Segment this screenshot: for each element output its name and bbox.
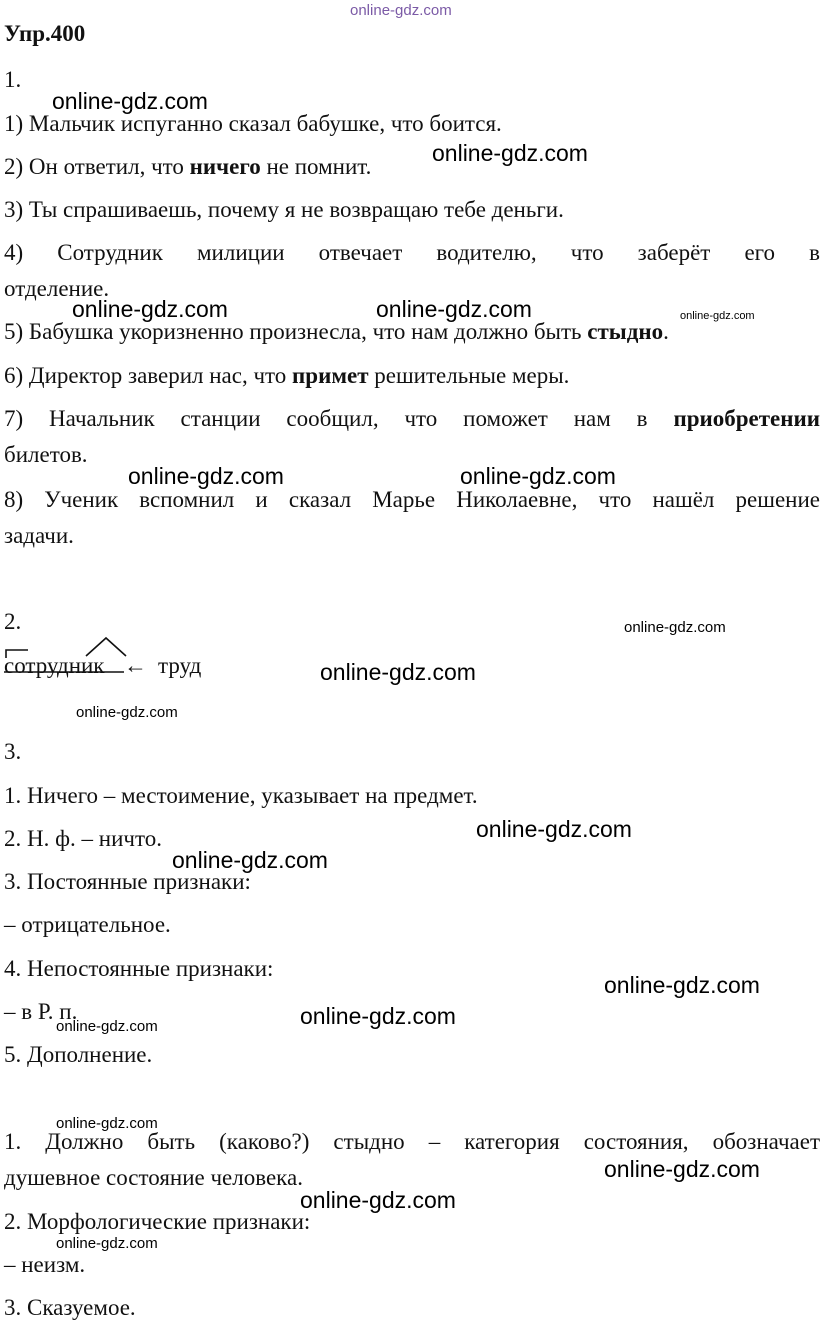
part3-b2: 2. Морфологические признаки:: [4, 1209, 311, 1234]
watermark: online-gdz.com: [172, 847, 328, 873]
part3-a5: 5. Дополнение.: [4, 1042, 153, 1067]
watermark: online-gdz.com: [300, 1003, 456, 1029]
bold-word-primet: примет: [292, 363, 369, 388]
part1-sentence-7-line1: 7) Начальник станции сообщил, что поможет нам в приобретении: [4, 406, 820, 431]
source-word: труд: [158, 653, 202, 678]
watermark: online-gdz.com: [604, 1156, 760, 1182]
watermark: online-gdz.com: [52, 88, 208, 114]
part1-sentence-4-line2: отделение.: [4, 276, 110, 301]
part3-b3: 3. Сказуемое.: [4, 1295, 136, 1320]
watermark: online-gdz.com: [76, 704, 178, 721]
watermark: online-gdz.com: [376, 296, 532, 322]
watermark: online-gdz.com: [56, 1235, 158, 1252]
part3-b1-line2: душевное состояние человека.: [4, 1165, 303, 1190]
derivation-arrow: ←: [124, 653, 147, 678]
part1-sentence-8-line2: задачи.: [4, 523, 74, 548]
watermark: online-gdz.com: [128, 463, 284, 489]
exercise-title: Упр.400: [4, 21, 86, 46]
part3-number: 3.: [4, 739, 22, 764]
part1-number: 1.: [4, 67, 22, 92]
watermark: online-gdz.com: [624, 619, 726, 636]
part1-sentence-8-line1: 8) Ученик вспомнил и сказал Марье Николаевне, что нашёл решение: [4, 487, 820, 512]
part3-a2: 2. Н. ф. – ничто.: [4, 826, 162, 851]
watermark: online-gdz.com: [72, 296, 228, 322]
watermark: online-gdz.com: [320, 659, 476, 685]
part1-sentence-1: 1) Мальчик испуганно сказал бабушке, что боится.: [4, 111, 502, 136]
part1-sentence-4-line1: 4) Сотрудник милиции отвечает водителю, что заберёт его в: [4, 240, 820, 265]
watermark: online-gdz.com: [432, 140, 588, 166]
part1-sentence-7-line2: билетов.: [4, 442, 88, 467]
part3-a4-item: – в Р. п.: [4, 999, 78, 1024]
watermark: online-gdz.com: [56, 1115, 158, 1132]
part3-b1-line1: 1. Должно быть (каково?) стыдно – категория состояния, обозначает: [4, 1129, 820, 1154]
watermark: online-gdz.com: [604, 972, 760, 998]
bold-word-priobretenii: приобретении: [673, 406, 820, 431]
part3-a1: 1. Ничего – местоимение, указывает на предмет.: [4, 783, 478, 808]
watermark: online-gdz.com: [476, 816, 632, 842]
derived-word: сотрудник: [4, 653, 105, 678]
part3-a3: 3. Постоянные признаки:: [4, 869, 251, 894]
watermark: online-gdz.com: [56, 1018, 158, 1035]
part1-sentence-2: 2) Он ответил, что ничего не помнит.: [4, 154, 372, 179]
part3-a3-item: – отрицательное.: [4, 912, 171, 937]
part1-sentence-6: 6) Директор заверил нас, что примет решительные меры.: [4, 363, 570, 388]
part1-sentence-5: 5) Бабушка укоризненно произнесла, что нам должно быть стыдно.: [4, 319, 669, 344]
watermark: online-gdz.com: [680, 310, 755, 322]
part2-number: 2.: [4, 609, 22, 634]
watermark: online-gdz.com: [300, 1187, 456, 1213]
part3-b2-item: – неизм.: [4, 1252, 86, 1277]
part1-sentence-3: 3) Ты спрашиваешь, почему я не возвращаю тебе деньги.: [4, 197, 564, 222]
bold-word-nichego: ничего: [189, 154, 261, 179]
bold-word-stydno: стыдно: [587, 319, 664, 344]
watermark: online-gdz.com: [460, 463, 616, 489]
part3-a4: 4. Непостоянные признаки:: [4, 956, 274, 981]
word-formation-scheme: [0, 632, 260, 692]
watermark-top: online-gdz.com: [350, 2, 452, 19]
